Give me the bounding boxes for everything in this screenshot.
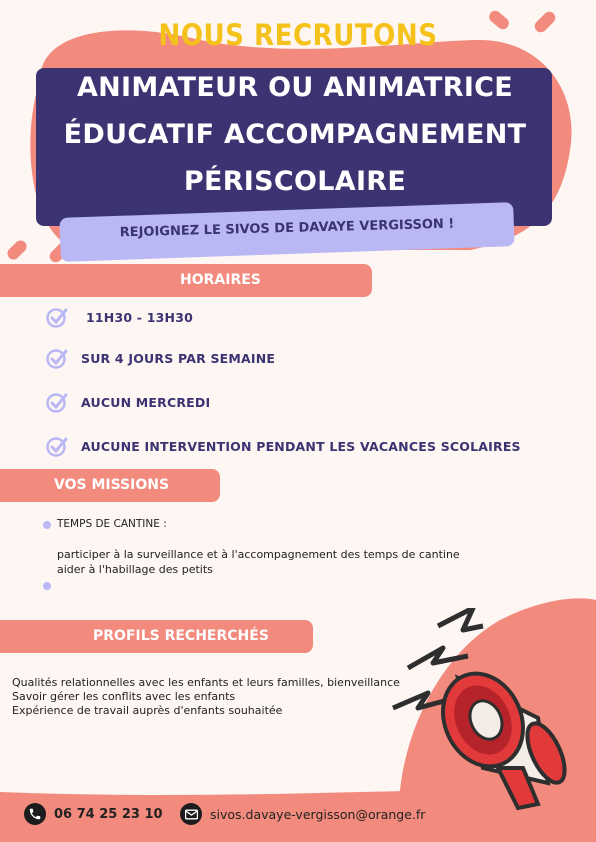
horaires-item-label: AUCUNE INTERVENTION PENDANT LES VACANCES SCOLAIRES	[81, 438, 521, 454]
check-icon	[46, 391, 68, 413]
missions-bullet-label: TEMPS DE CANTINE :	[57, 518, 167, 530]
missions-line: aider à l'habillage des petits	[57, 563, 213, 576]
missions-heading: VOS MISSIONS	[0, 469, 220, 502]
horaires-item	[46, 305, 193, 329]
horaires-item	[46, 434, 521, 458]
profils-line: Qualités relationnelles avec les enfants et leurs familles, bienveillance	[12, 676, 400, 689]
join-banner-text: REJOIGNEZ LE SIVOS DE DAVAYE VERGISSON !	[119, 216, 455, 241]
horaires-item	[46, 346, 275, 370]
horaires-item-label: 11H30 - 13H30	[86, 309, 193, 325]
megaphone-icon	[388, 608, 588, 818]
missions-bullet-empty	[43, 582, 51, 590]
email-contact	[180, 803, 425, 825]
job-title-line-2: ÉDUCATIF ACCOMPAGNEMENT	[63, 119, 527, 150]
job-title	[40, 64, 550, 205]
missions-line: participer à la surveillance et à l'accompagnement des temps de cantine	[57, 548, 460, 561]
check-icon	[46, 347, 68, 369]
missions-bullet	[43, 521, 51, 529]
job-title-line-3: PÉRISCOLAIRE	[183, 166, 407, 197]
job-title-line-1: ANIMATEUR OU ANIMATRICE	[76, 72, 514, 103]
profils-heading: PROFILS RECHERCHÉS	[0, 620, 313, 653]
mail-icon	[180, 803, 202, 825]
phone-contact	[24, 803, 163, 825]
profils-line: Savoir gérer les conflits avec les enfants	[12, 690, 236, 703]
horaires-item-label: AUCUN MERCREDI	[81, 394, 211, 410]
recruiting-heading: NOUS RECRUTONS	[158, 18, 438, 52]
left-dash-1	[5, 238, 29, 262]
horaires-item	[46, 390, 210, 414]
check-icon	[46, 435, 68, 457]
phone-icon	[24, 803, 46, 825]
horaires-item-label: SUR 4 JOURS PAR SEMAINE	[81, 350, 276, 366]
check-icon	[46, 306, 68, 328]
profils-line: Expérience de travail auprès d'enfants souhaitée	[12, 704, 283, 717]
phone-number[interactable]: 06 74 25 23 10	[54, 806, 163, 822]
email-address[interactable]: sivos.davaye-vergisson@orange.fr	[210, 806, 426, 822]
horaires-heading: HORAIRES	[0, 264, 372, 297]
